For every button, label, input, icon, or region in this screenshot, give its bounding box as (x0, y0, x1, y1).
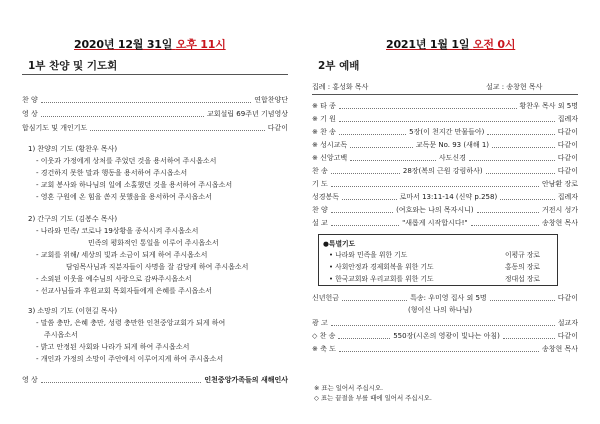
part2-divider (312, 94, 578, 95)
order-value: 다같이 (557, 141, 578, 149)
order-detail: 로마서 13:11-14 (신약 p.258) (399, 193, 498, 201)
order-value: 다같이 (557, 128, 578, 136)
order-detail: 5장(이 천지간 만물들아) (409, 128, 485, 136)
dot-leader (331, 225, 399, 226)
order-label: 찬 송 (312, 167, 328, 175)
dot-leader (350, 147, 413, 148)
prayer1-title: 1) 찬양의 기도 (황찬우 목사) (28, 145, 118, 153)
stand-note: ※ 표는 일어서 주십시오. (314, 384, 384, 392)
order-row (22, 94, 288, 106)
dot-leader (487, 134, 554, 135)
special-prayer-leader: 홍동의 장로 (505, 263, 540, 271)
dot-leader (41, 102, 251, 103)
dot-leader (339, 121, 555, 122)
prayer-line: - 선교사님들과 후원교회 목회자들에게 은혜를 주시옵소서 (36, 287, 212, 295)
presider: 집례 : 홍성화 목사 (312, 83, 369, 91)
prayer-line: - 영혼 구원에 온 힘을 쏟지 못했음을 용서하여 주시옵소서 (36, 193, 212, 201)
part1-date (74, 36, 226, 52)
prayer-line: 주시옵소서 (44, 331, 78, 339)
part2-title: 2부 예배 (318, 60, 360, 72)
order-row (312, 330, 578, 342)
dot-leader (339, 351, 539, 352)
part1-date-time: 오후 11시 (175, 38, 226, 51)
special-prayer-line: • 나라와 민족을 위한 기도 (329, 251, 408, 259)
order-row (312, 139, 578, 151)
order-row (312, 152, 578, 164)
order-value: 교회설립 69주년 기념영상 (207, 110, 288, 118)
order-label: 광 고 (312, 319, 328, 327)
dot-leader (338, 338, 390, 339)
order-value: 송창현 목사 (541, 345, 578, 353)
last-verse-note: ◇ 표는 끝절을 부를 때에 일어서 주십시오. (314, 394, 432, 402)
order-value: 다같이 (557, 294, 578, 302)
order-value: 송창현 목사 (541, 219, 578, 227)
dot-leader (486, 173, 555, 174)
order-label: 신년헌금 (312, 294, 340, 302)
order-label: 합심기도 및 개인기도 (22, 124, 88, 132)
order-detail: 교독문 No. 93 (새해 1) (415, 141, 489, 149)
dot-leader (331, 186, 539, 187)
prayer-line: - 이웃과 가정에게 상처를 주었던 것을 용서하여 주시옵소서 (36, 157, 217, 165)
dot-leader (503, 338, 555, 339)
prayer-line: - 개인과 가정의 소망이 주안에서 이루어지게 하여 주시옵소서 (36, 355, 224, 363)
order-label: 영 상 (22, 110, 38, 118)
order-label: 설 교 (312, 219, 328, 227)
special-prayer-leader: 정대섭 장로 (505, 275, 540, 283)
order-label: 찬 양 (22, 96, 38, 104)
prayer-line: - 교회 봉사와 하나님의 일에 소홀했던 것을 용서하여 주시옵소서 (36, 181, 233, 189)
order-detail: "새롭게 시작합시다!" (402, 219, 468, 227)
order-label: 영 상 (22, 376, 38, 384)
part2-date-day: 2021년 1월 1일 (386, 38, 473, 51)
dot-leader (339, 108, 517, 109)
order-row (312, 191, 578, 203)
order-label: 성경봉독 (312, 193, 340, 201)
order-value: 집례자 (557, 115, 578, 123)
special-prayer-leader: 이평규 장로 (505, 251, 540, 259)
order-row (312, 113, 578, 125)
special-prayer-title: ●특별기도 (323, 240, 356, 248)
closing-row (22, 374, 288, 386)
dot-leader (41, 382, 202, 383)
order-value: 다같이 (557, 167, 579, 175)
prayer-line: - 교회를 위해/ 세상의 빛과 소금이 되게 하여 주시옵소서 (36, 251, 208, 259)
part1-date-day: 2020년 12월 31일 (74, 38, 176, 51)
dot-leader (477, 212, 539, 213)
order-label: ※ 타 종 (312, 102, 336, 110)
order-label: ◇ 찬 송 (312, 332, 336, 340)
dot-leader (342, 199, 397, 200)
dot-leader (490, 300, 555, 301)
order-detail: (여호와는 나의 목자시니) (396, 206, 474, 214)
prayer-line: - 말씀 충만, 은혜 충만, 성령 충만한 인천중앙교회가 되게 하여 (36, 319, 226, 327)
prayer-line: 민족의 평화적인 통일을 이루어 주시옵소서 (88, 239, 219, 247)
dot-leader (342, 300, 407, 301)
order-row (312, 217, 578, 229)
order-label: ※ 찬 송 (312, 128, 336, 136)
prayer-line: - 소외된 이웃을 예수님의 사랑으로 감싸주시옵소서 (36, 275, 192, 283)
dot-leader (331, 173, 400, 174)
order-value: 집례자 (557, 193, 579, 201)
order-label: ※ 기 원 (312, 115, 336, 123)
special-prayer-box (318, 234, 558, 286)
order-row (22, 122, 288, 134)
order-value: 다같이 (267, 124, 288, 132)
prayer-line: - 경건하지 못한 말과 행동을 용서하여 주시옵소서 (36, 169, 188, 177)
order-row (312, 343, 578, 355)
dot-leader (471, 225, 539, 226)
order-row (312, 317, 578, 329)
dot-leader (339, 134, 406, 135)
order-value: 다같이 (557, 332, 578, 340)
preacher: 설교 : 송창현 목사 (486, 83, 543, 91)
order-value: 설교자 (557, 319, 578, 327)
order-value: 안남환 장로 (541, 180, 578, 188)
part2-date-time: 오전 0시 (472, 38, 516, 51)
prayer2-title: 2) 간구의 기도 (김봉수 목사) (28, 215, 118, 223)
dot-leader (492, 147, 555, 148)
order-row (312, 165, 578, 177)
prayer-line: - 나라와 민족/ 코로나 19상황을 종식시켜 주시옵소서 (36, 227, 199, 235)
order-label: ※ 신앙고백 (312, 154, 348, 162)
prayer-line: - 밝고 안정된 사회와 나라가 되게 하여 주시옵소서 (36, 343, 190, 351)
part1-title: 1부 찬양 및 기도회 (28, 60, 118, 72)
order-value: 연합찬양단 (254, 96, 288, 104)
order-value: 다같이 (557, 154, 578, 162)
dot-leader (350, 160, 436, 161)
dot-leader (469, 160, 555, 161)
order-detail: 사도신경 (438, 154, 466, 162)
order-row (312, 204, 578, 216)
dot-leader (90, 130, 264, 131)
order-value: 거전시 성가 (541, 206, 578, 214)
order-label: ※ 축 도 (312, 345, 336, 353)
order-label: ※ 성시교독 (312, 141, 348, 149)
order-row (312, 100, 578, 112)
special-prayer-line: • 사회안정과 경제회복을 위한 기도 (329, 263, 434, 271)
order-value: 황찬우 목사 외 5명 (519, 102, 578, 110)
part1-divider (22, 74, 288, 75)
special-prayer-line: • 한국교회와 우리교회를 위한 기도 (329, 275, 434, 283)
order-detail: 550장(시온의 영광이 빛나는 아침) (393, 332, 500, 340)
prayer-line: 담임목사님과 직분자들이 사명을 잘 감당케 하여 주시옵소서 (66, 263, 249, 271)
order-row (312, 126, 578, 138)
order-label: 기 도 (312, 180, 328, 188)
prayer3-title: 3) 소망의 기도 (이현길 목사) (28, 307, 118, 315)
dot-leader (331, 325, 555, 326)
order-label: 찬 양 (312, 206, 328, 214)
offering-row (312, 292, 578, 304)
order-row (22, 108, 288, 120)
part2-date (386, 36, 515, 52)
order-row (312, 178, 578, 190)
order-detail: 특송: 우미영 집사 외 5명 (410, 294, 487, 302)
dot-leader (331, 212, 393, 213)
order-detail: 28장(복의 근원 강림하사) (402, 167, 483, 175)
dot-leader (41, 116, 204, 117)
offering-song: (형이신 나의 하나님) (408, 306, 473, 314)
order-value: 인천중앙가족들의 새해인사 (204, 376, 288, 384)
dot-leader (500, 199, 555, 200)
